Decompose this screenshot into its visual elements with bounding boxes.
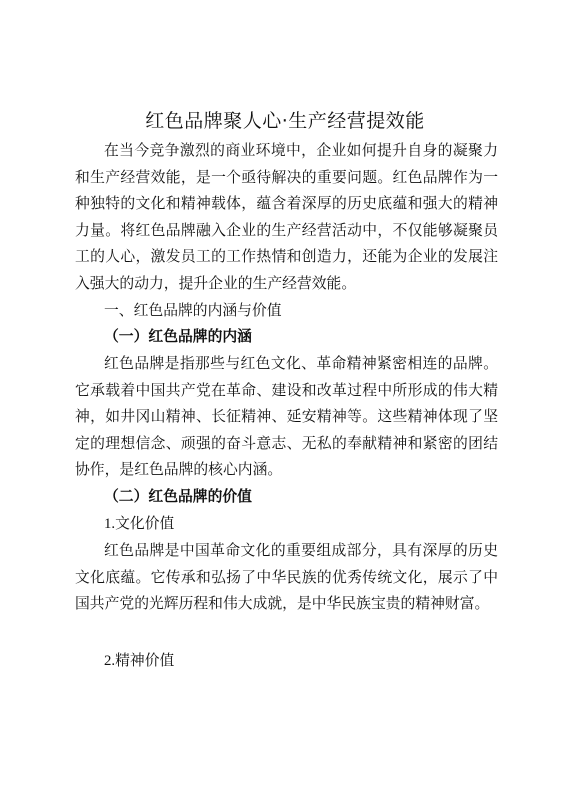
intro-paragraph: 在当今竞争激烈的商业环境中，企业如何提升自身的凝聚力和生产经营效能，是一个亟待解决的重要问题。红色品牌作为一种独特的文化和精神载体，蕴含着深厚的历史底蕴和强大的精神力量。将红色品牌融入企业的生产经营活动中，不仅能够凝聚员工的人心，激发员工的工作热情和创造力，还能为企业的发展注入强大的动力，提升企业的生产经营效能。 [75,142,498,292]
subsection-heading-2: （二）红色品牌的价值 [104,488,252,505]
document-title: 红色品牌聚人心·生产经营提效能 [145,110,425,132]
subsection-heading-1: （一）红色品牌的内涵 [104,328,252,345]
item-heading-1: 1.文化价值 [104,516,175,532]
item-1-paragraph: 红色品牌是中国革命文化的重要组成部分，具有深厚的历史文化底蕴。它传承和弘扬了中华民族的优秀传统文化，展示了中国共产党的光辉历程和伟大成就，是中华民族宝贵的精神财富。 [75,542,498,613]
section-heading-1: 一、红色品牌的内涵与价值 [104,302,282,319]
item-heading-2: 2.精神价值 [104,653,175,669]
subsection-1-paragraph: 红色品牌是指那些与红色文化、革命精神紧密相连的品牌。它承载着中国共产党在革命、建设和改革过程中所形成的伟大精神，如井冈山精神、长征精神、延安精神等。这些精神体现了坚定的理想信念、顽强的奋斗意志、无私的奉献精神和紧密的团结协作，是红色品牌的核心内涵。 [75,355,498,479]
